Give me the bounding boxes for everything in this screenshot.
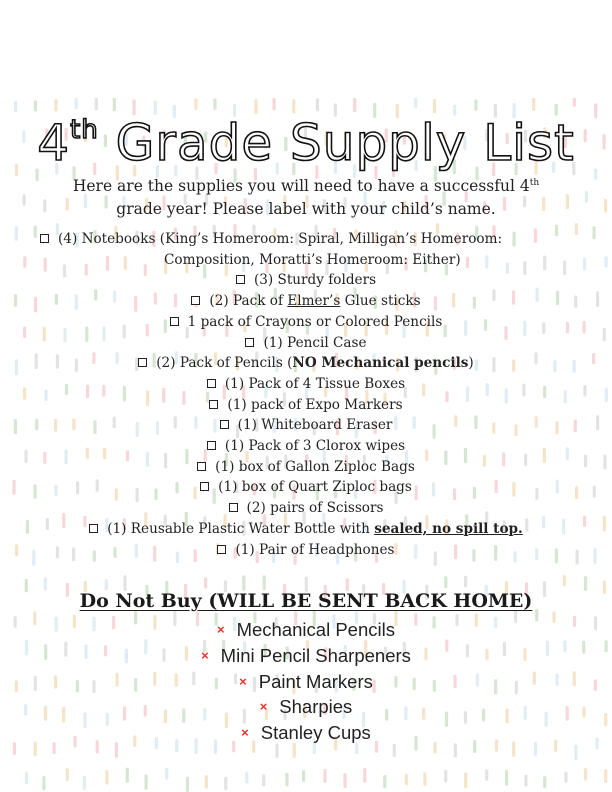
- page-title: 4th Grade Supply List: [37, 114, 575, 172]
- checkbox-icon: [191, 296, 200, 305]
- supply-item: [40, 477, 572, 498]
- do-not-buy-item-label: Sharpies: [279, 696, 353, 718]
- supply-item-text: (1) Reusable Plastic Water Bottle with: [107, 520, 375, 537]
- supply-item-text: (1) box of Gallon Ziploc Bags: [215, 458, 415, 475]
- supply-item: [40, 415, 572, 436]
- do-not-buy-item: [0, 720, 612, 746]
- x-mark-icon: ×: [201, 647, 209, 663]
- supply-item-text: (1) box of Quart Ziploc bags: [218, 479, 412, 496]
- do-not-buy-item: [0, 643, 612, 669]
- supply-item-text: (1) Pack of 4 Tissue Boxes: [224, 375, 406, 392]
- supply-item-text: Elmer’s: [287, 293, 341, 310]
- supply-item-text: (3) Sturdy folders: [253, 272, 377, 289]
- x-mark-icon: ×: [239, 673, 247, 689]
- do-not-buy-item: [0, 669, 612, 695]
- supply-item-text: (1) Whiteboard Eraser: [237, 417, 393, 434]
- do-not-buy-item-label: Paint Markers: [258, 670, 373, 692]
- supply-item-text: (2) pairs of Scissors: [246, 500, 384, 517]
- supply-item-text: (1) pack of Expo Markers: [227, 396, 403, 413]
- checkbox-icon: [209, 400, 218, 409]
- checkbox-icon: [40, 234, 49, 243]
- supply-item: [40, 353, 572, 374]
- supply-item-text: ): [468, 355, 474, 372]
- checkbox-icon: [138, 358, 147, 367]
- checkbox-icon: [220, 420, 229, 429]
- supply-item-text: (2) Pack of Pencils (: [156, 355, 293, 372]
- intro-text: Here are the supplies you will need to have a successful 4th grade year! Please label with your child’s name.: [72, 177, 540, 219]
- checkbox-icon: [207, 379, 216, 388]
- x-mark-icon: ×: [241, 725, 249, 741]
- checkbox-icon: [170, 317, 179, 326]
- supply-item: [40, 333, 572, 354]
- supply-item: [40, 312, 572, 333]
- do-not-buy-item-label: Stanley Cups: [260, 722, 371, 744]
- supply-item: [40, 436, 572, 457]
- supply-item-text: (1) Pencil Case: [263, 334, 367, 351]
- supply-list: [40, 229, 572, 560]
- x-mark-icon: ×: [217, 622, 225, 637]
- supply-item-text: (1) Pack of 3 Clorox wipes: [224, 438, 406, 455]
- do-not-buy-heading: Do Not Buy (WILL BE SENT BACK HOME): [79, 590, 533, 612]
- supply-item: [40, 395, 572, 416]
- checkbox-icon: [245, 338, 254, 347]
- do-not-buy-item: [0, 617, 612, 643]
- supply-item: [40, 374, 572, 395]
- supply-item-text: (2) Pack of: [209, 293, 288, 310]
- checkbox-icon: [89, 524, 98, 533]
- checkbox-icon: [197, 462, 206, 471]
- do-not-buy-list: [0, 617, 612, 746]
- supply-item-text: Glue sticks: [340, 293, 421, 310]
- supply-item-text: (1) Pair of Headphones: [235, 541, 395, 558]
- supply-item-text: NO Mechanical pencils: [292, 355, 469, 372]
- supply-item: [40, 540, 572, 561]
- supply-item-text: (4) Notebooks (King’s Homeroom: Spiral, Milligan’s Homeroom: Composition, Moratti’s Homeroom: Either): [58, 231, 503, 268]
- checkbox-icon: [236, 275, 245, 284]
- do-not-buy-item-label: Mechanical Pencils: [236, 619, 395, 640]
- do-not-buy-item-label: Mini Pencil Sharpeners: [220, 644, 411, 666]
- supply-item: [40, 270, 572, 291]
- checkbox-icon: [200, 482, 209, 491]
- checkbox-icon: [217, 545, 226, 554]
- x-mark-icon: ×: [259, 699, 268, 715]
- supply-item: [40, 229, 572, 270]
- supply-item-text: sealed, no spill top.: [374, 520, 523, 537]
- supply-item: [40, 457, 572, 478]
- do-not-buy-item: [0, 694, 612, 720]
- supply-item-text: 1 pack of Crayons or Colored Pencils: [187, 313, 443, 330]
- checkbox-icon: [229, 503, 238, 512]
- supply-item: [40, 519, 572, 540]
- supply-item: [40, 291, 572, 312]
- checkbox-icon: [207, 441, 216, 450]
- supply-item: [40, 498, 572, 519]
